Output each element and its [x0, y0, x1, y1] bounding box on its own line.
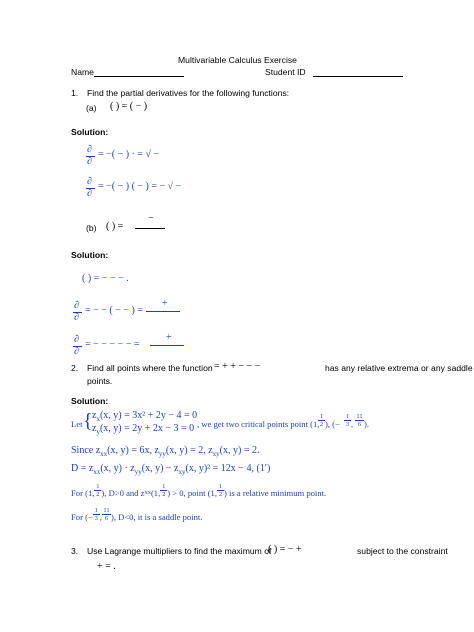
- q1-part-b-expr: ( ) =: [106, 221, 124, 232]
- q1-part-a-label: (a): [86, 103, 97, 113]
- q3-constraint: + = .: [97, 561, 116, 572]
- q3-number: 3.: [71, 546, 79, 556]
- sol-a-line1: = −( − ) · = √ −: [98, 149, 160, 160]
- q2-text-after: has any relative extrema or any saddle: [325, 363, 473, 373]
- q2-cp2y-frac: $\frac{11}{6}$: [356, 413, 363, 428]
- q2-text-before: Find all points where the function: [87, 363, 213, 373]
- q2-since: Since $z_{xx}(x$, y) = 6x, $z_{yy}(x$, y) = 2, $z_{xy}(x$, y) = 2.: [71, 445, 260, 458]
- student-id-label: Student ID: [265, 67, 306, 77]
- q1-text: Find the partial derivatives for the following functions:: [87, 88, 290, 98]
- sol-b-line3-num: +: [166, 332, 172, 343]
- page-title: Multivariable Calculus Exercise: [178, 55, 297, 65]
- sol-b-line3-bar: [150, 345, 184, 346]
- q2-brace: {: [83, 410, 93, 432]
- partial-num-3: ∂: [74, 300, 79, 311]
- q2-cp-mid: ), (−: [325, 419, 340, 429]
- q1-solution-label-b: Solution:: [71, 250, 109, 260]
- q2-solution-label: Solution:: [71, 396, 109, 406]
- q2-critical-text: , we get two critical points point (1,: [197, 419, 320, 429]
- q2-cp-end: ).: [364, 419, 370, 429]
- q2-for2: For (− $\frac{1}{3}$ , $\frac{11}{6}$ ), D<0, it is a saddle point.: [71, 507, 203, 522]
- q2-D-formula: $D = z_{xx}(x$, $y) \cdot z_{yy}(x$, $y) - z_{xy}(x$, y)² = 12x − 4, (1′): [71, 463, 271, 476]
- sol-b-line2-num: +: [162, 298, 168, 309]
- q3-text-after: subject to the constraint: [357, 546, 448, 556]
- sol-b-line2-bar: [146, 311, 180, 312]
- q2-cp-comma: ,: [351, 419, 354, 429]
- q2-let: Let: [71, 419, 83, 429]
- q1-part-a-expr: ( ) = ( − ): [110, 101, 148, 112]
- partial-num-4: ∂: [74, 334, 79, 345]
- name-underline: [94, 76, 184, 77]
- q2-number: 2.: [71, 363, 79, 373]
- q2-func-expr: = + + − − −: [214, 361, 261, 372]
- q2-text-line2: points.: [87, 376, 113, 386]
- partial-den-4: ∂: [74, 346, 79, 357]
- partial-den-3: ∂: [74, 312, 79, 323]
- q2-cp1-frac: $\frac{1}{2}$: [319, 413, 324, 428]
- q1-part-b-numerator: −: [148, 213, 154, 224]
- student-id-underline: [313, 76, 403, 77]
- partial-num-1: ∂: [87, 144, 92, 155]
- q3-func-expr: ( ) = − +: [268, 544, 302, 555]
- q2-sys-eq2: $z_y(x$, y) = 2y + 2x − 3 = 0: [92, 423, 195, 436]
- q2-for1: For (1, $\frac{1}{2}$ ), D>0 and z xx (1, $\frac{1}{2}$ ) > 0, point (1, $\frac{1}{2}$ ) is a relative minimum point.: [71, 483, 327, 498]
- q2-sys-eq1: $z_x(x$, y) = 3x² + 2y − 4 = 0: [92, 410, 198, 423]
- partial-den-1: ∂: [87, 156, 92, 167]
- sol-b-line2: = − − ( − − ) =: [85, 305, 143, 316]
- name-label: Name: [71, 67, 94, 77]
- q1-solution-label: Solution:: [71, 127, 109, 137]
- q1-number: 1.: [71, 88, 79, 98]
- q1-part-b-fraction-bar: [135, 228, 165, 229]
- partial-num-2: ∂: [87, 176, 92, 187]
- sol-b-line3: = − − − − − =: [85, 339, 140, 350]
- q3-text-before: Use Lagrange multipliers to find the maximum of: [87, 546, 272, 556]
- partial-den-2: ∂: [87, 188, 92, 199]
- sol-b-line1: ( ) = − − − .: [82, 273, 129, 284]
- sol-a-line2: = −( − ) ( − ) = − √ −: [98, 181, 182, 192]
- q2-cp2x-frac: $\frac{1}{3}$: [345, 413, 350, 428]
- q1-part-b-label: (b): [86, 223, 97, 233]
